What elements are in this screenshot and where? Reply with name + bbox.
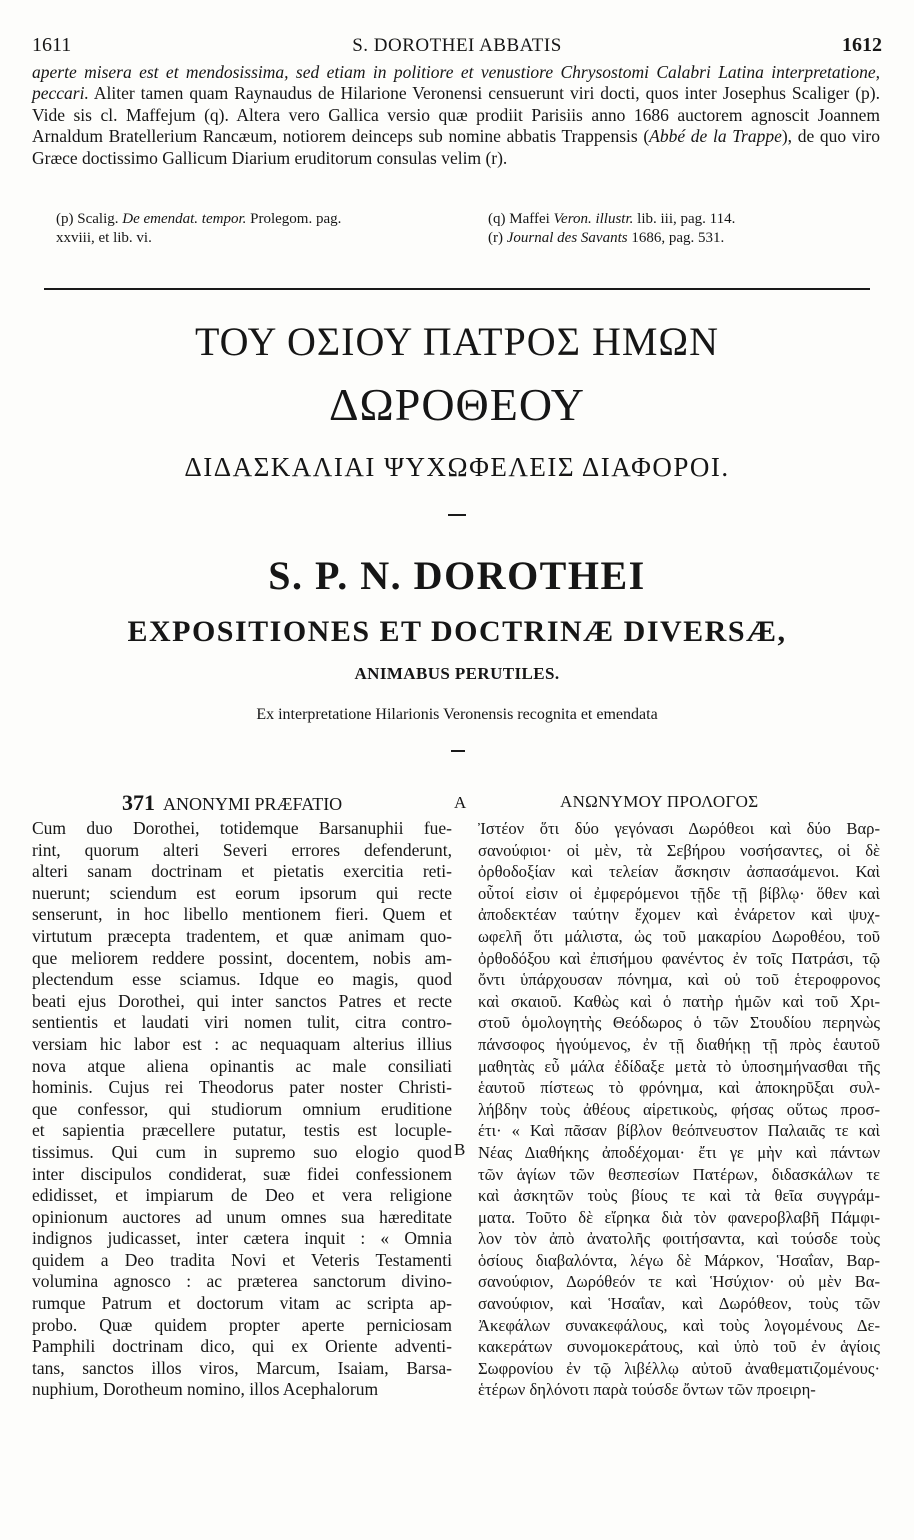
greek-text-line: Νέας Διαθήκης ἀποδέχομαι· ἔτι γε μὴν καὶ πάντων: [478, 1142, 880, 1162]
footnote-q-title: Veron. illustr.: [553, 211, 634, 227]
latin-text-line: alteri sanam doctrinam et pietatis exercitia reti-: [32, 861, 452, 882]
running-head: [32, 34, 882, 60]
greek-subtitle: ΔΙΔΑΣΚΑΛΙΑΙ ΨΥΧΩΦΕΛΕΙΣ ΔΙΑΦΟΡΟΙ.: [184, 452, 730, 482]
greek-text-line: ἑαυτοῦ πίστεως τὸ φρόνημα, καὶ ἀποκηρῦξαι συλ-: [478, 1078, 880, 1098]
latin-text-line: volumina agnosco : ac præterea sanctorum divino-: [32, 1271, 452, 1292]
greek-text-line: κακεράτων συνομοκεράτους, καὶ ὑπὸ τοῦ ἐν ἁγίοις: [478, 1337, 880, 1357]
intro-text-1: Aliter tamen quam Raynaudus de Hilarione Veronensi censuerunt viri docti, quos inter Josephus Scaliger (p). Vide sis cl. Maffejum (q). Altera vero Gallica versio quæ prodiit Parisiis anno 1686 auctorem agnoscit Joannem Arnaldum Bratellerium Rancæum, notiorem deinceps sub nomine abbatis Trappensis (: [32, 83, 880, 147]
latin-text-line: que meliorem reddere possint, docentem, nobis am-: [32, 947, 452, 968]
latin-text-line: que confessor, qui studiorum omnium eruditione: [32, 1098, 452, 1119]
latin-text-line: beati ejus Dorothei, qui inter sanctos Patres et recte: [32, 990, 452, 1011]
greek-text-line: ματα. Τοῦτο δὲ εἴρηκα διὰ τὸν φανεροβλαβῆ Πάμφι-: [478, 1207, 880, 1227]
footnote-r-text-2: 1686, pag. 531.: [627, 230, 725, 246]
greek-text-line: στοῦ ὁμολογητὴς Θεόδωρος ὁ τῶν Στουδίου περηνὼς: [478, 1013, 880, 1033]
latin-text-line: nova atque aliena opinantis ac male consiliati: [32, 1055, 452, 1076]
greek-title-line-2: ΔΩΡΟΘΕΟΥ: [328, 379, 586, 430]
footnote-r-text: (r): [488, 230, 507, 246]
title-dash: [448, 514, 466, 516]
latin-text-line: tissimus. Qui cum in supremo suo elogio quod: [32, 1141, 452, 1162]
latin-text-line: sentientis et laudati viri nomen tulit, citra contro-: [32, 1012, 452, 1033]
footnote-q-text: (q) Maffei: [488, 211, 554, 227]
left-page-number: 1611: [32, 34, 72, 56]
intro-italic: aperte misera est et mendosissima, sed etiam in politiore et venustiore Chrysostomi Calabri Latina interpretatione, peccari.: [32, 62, 880, 104]
greek-title-line-1: ΤΟΥ ΟΣΙΟΥ ΠΑΤΡΟΣ ΗΜΩΝ: [194, 319, 720, 364]
greek-text-line: Ἰστέον ὅτι δύο γεγόνασι Δωρόθεοι καὶ δύο Βαρ-: [478, 819, 880, 838]
latin-title-line-2: EXPOSITIONES ET DOCTRINÆ DIVERSÆ,: [127, 615, 787, 648]
title-dash-2: [451, 750, 465, 752]
greek-text-line: πάνσοφος ἡγούμενος, ἐν τῇ διαθήκῃ τῇ πρὸς ἑαυτοῦ: [478, 1034, 880, 1054]
greek-text-line: μαθητὰς εὖ μάλα ἐδίδαξε μετὰ τὸ ὑποσημήνασθαι τῆς: [478, 1056, 880, 1076]
latin-text-line: probo. Quæ quidem propter aperte perniciosam: [32, 1314, 452, 1335]
latin-heading-text: ANONYMI PRÆFATIO: [163, 794, 343, 814]
intro-italic-2: Abbé de la Trappe: [649, 126, 782, 147]
greek-text-line: καὶ σκαιοῦ. Καθὼς καὶ ὁ πατὴρ ἡμῶν καὶ τοῦ Χρι-: [478, 991, 880, 1011]
greek-text-line: Ἀκεφάλων συνακεφάλους, καὶ τοὺς λογομένους Δε-: [478, 1315, 880, 1335]
footnote-p-text: (p) Scalig.: [56, 211, 123, 227]
right-page-number: 1612: [842, 34, 882, 56]
latin-text-line: senserunt, in hoc libello mentionem fieri. Quem et: [32, 904, 452, 925]
greek-text-line: ὀρθοδόξου καὶ ἐπισήμου φανέντος ἐν τοῖς Πατράσι, τῷ: [478, 948, 880, 968]
margin-marker-b: B: [454, 1140, 466, 1159]
greek-text-line: ὀρθοδοξίαν καὶ τελείαν ἄσκησιν ἀσπασάμενοι. Καὶ: [478, 862, 880, 882]
latin-title-line-1: S. P. N. DOROTHEI: [268, 553, 646, 598]
latin-text-line: tans, sanctos illos viros, Marcum, Isaiam, Barsa-: [32, 1357, 452, 1378]
latin-text-line: hominis. Cujus rei Theodorus pater noster Christi-: [32, 1077, 452, 1098]
greek-text-line: καὶ ἀσκητῶν τοὺς βίους τε καὶ τὰ θεῖα συγγράμ-: [478, 1186, 880, 1206]
footnote-q-text-2: lib. iii, pag. 114.: [633, 211, 736, 227]
footnote-p-line-2: xxviii, et lib. vi.: [56, 230, 152, 246]
greek-column: [478, 818, 880, 1401]
latin-text-line: et sapientia præcellere putatur, testis est locuple-: [32, 1120, 452, 1141]
latin-text-line: virtutum præcepta tradentem, et quæ animam quo-: [32, 925, 452, 946]
latin-text-line: edidisset, et impiarum de Deo et vera religione: [32, 1185, 452, 1206]
translation-note: Ex interpretatione Hilarionis Veronensis recognita et emendata: [256, 706, 658, 723]
latin-text-line: Cum duo Dorothei, totidemque Barsanuphii fue-: [32, 818, 452, 838]
greek-text-line: σανούφιον, καὶ Ἡσαΐαν, καὶ Δωρόθεον, τοὺς τῶν: [478, 1294, 880, 1314]
latin-text-line: Pamphili doctrinam dico, qui ex Oriente adventi-: [32, 1336, 452, 1357]
latin-text-line: nuerunt; sciendum est eorum ipsorum qui recte: [32, 882, 452, 903]
latin-text-line: quidem a Deo tradita Novi et Veteris Testamenti: [32, 1249, 452, 1270]
greek-text-line: ὄντι ὑπάρχουσαν πόνημα, καὶ οὐ τοῦ ἑτεροφρονος: [478, 970, 880, 990]
latin-text-line: versiam hic labor est : ac nequaquam alterius illius: [32, 1033, 452, 1054]
greek-text-line: οὗτοί εἰσιν οἱ ἐμφερόμενοι τῇδε τῇ βίβλῳ· ὅθεν καὶ: [478, 883, 880, 903]
greek-text-line: έτι· « Καὶ πᾶσαν βίβλον θεόπνευστον Παλαιᾶς τε καὶ: [478, 1121, 880, 1141]
footnote-p-title: De emendat. tempor.: [122, 211, 247, 227]
intro-paragraph: [32, 62, 880, 169]
greek-text-line: σανούφιον, Δωρόθεόν τε καὶ Ἡσύχιον· οὐ μὲν Βα-: [478, 1272, 880, 1292]
greek-text-line: σανούφιοι· οἱ μὲν, τὰ Σεβήρου νοσήσαντες, οἱ δὲ: [478, 840, 880, 860]
greek-text-line: ὁσίους διαβαλόντα, λέγω δὲ Μάρκον, Ἡσαΐαν, Βαρ-: [478, 1250, 880, 1270]
latin-text-line: inter discipulos condiderat, suæ fidei confessionem: [32, 1163, 452, 1184]
greek-text-line: ἀποδεκτέαν ταύτην ἔχομεν καὶ ἐνάρετον καὶ ψυχ-: [478, 905, 880, 925]
latin-text-line: indignos judicasset, inter cætera inquit : « Omnia: [32, 1228, 452, 1249]
footnote-p-text-2: Prolegom. pag.: [246, 211, 342, 227]
latin-text-line: plectendum esse sciamus. Idque eo magis, quod: [32, 969, 452, 990]
latin-column-heading: [122, 790, 342, 816]
section-rule: [44, 288, 870, 290]
latin-text-line: nuphium, Dorotheum nomino, illos Acephalorum: [32, 1379, 379, 1400]
greek-text-line: λον τὸν ἀπὸ ἀνατολῆς φοιτήσαντα, καὶ τούσδε τοὺς: [478, 1229, 880, 1249]
footnote-r-title: Journal des Savants: [506, 230, 628, 246]
greek-text-line: ἑτέρων δηλόνοτι παρὰ τούσδε ὄντων τῶν προειρη-: [478, 1380, 816, 1400]
greek-text-line: λήβδην τοὺς ἀθέους αἱρετικοὺς, φήσας οὕτως προσ-: [478, 1099, 880, 1119]
running-title: S. DOROTHEI ABBATIS: [352, 35, 562, 56]
greek-text-line: ωφελῆ ὅτι μάλιστα, ὡς τοῦ μακαρίου Δωροθέου, τοῦ: [478, 926, 880, 946]
intro-text-2: ), de quo viro Græce doctissimo Gallicum Diarium eruditorum consulas velim (r).: [32, 126, 880, 168]
footnotes-q-r: [488, 210, 878, 248]
latin-text-line: rint, quorum alteri Severi errores defenderunt,: [32, 839, 452, 860]
greek-column-heading: ΑΝΩΝΥΜΟΥ ΠΡΟΛΟΓΟΣ: [560, 792, 759, 811]
footnote-p: [56, 210, 476, 248]
margin-marker-a: A: [454, 793, 467, 812]
latin-text-line: rumque Patrum et doctorum vitam ac scripta ap-: [32, 1293, 452, 1314]
latin-text-line: opinionum auctores ad unum omnes sua hæreditate: [32, 1206, 452, 1227]
greek-text-line: τῶν ἁγίων τῶν θεσπεσίων Πατέρων, διδασκάλων τε: [478, 1164, 880, 1184]
latin-subtitle: ANIMABUS PERUTILES.: [354, 664, 560, 683]
column-number: 371: [122, 790, 155, 815]
greek-text-line: Σωφρονίου ἐν τῷ λιβέλλῳ αὐτοῦ ἀναθεματιζομένους·: [478, 1358, 880, 1378]
latin-column: [32, 818, 452, 1401]
